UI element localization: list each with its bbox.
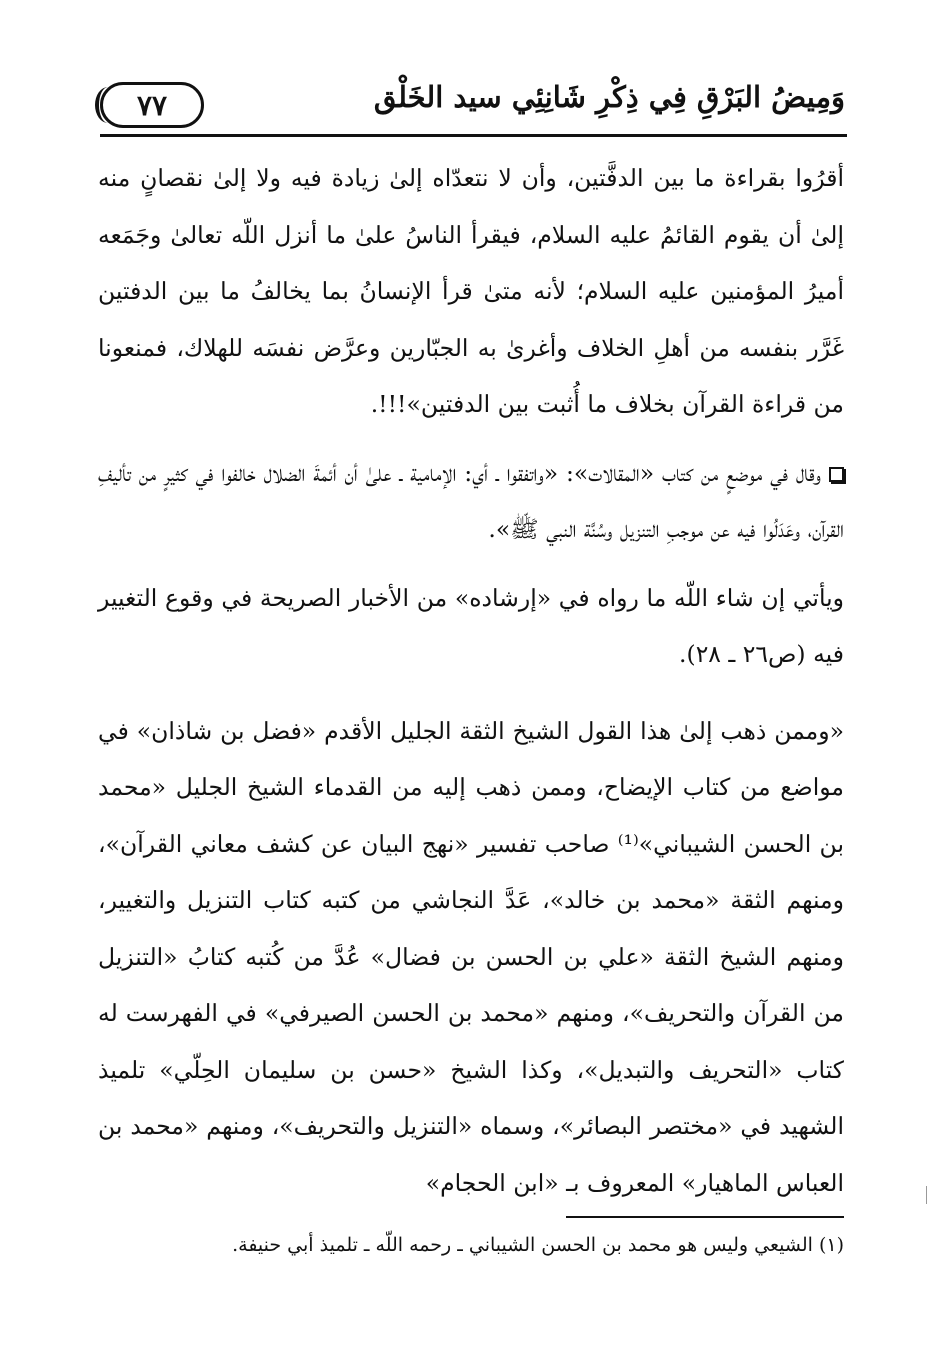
paragraph-4: «وممن ذهب إلىٰ هذا القول الشيخ الثقة الجليل الأقدم «فضل بن شاذان» في مواضع من كتاب الإيضاح، وممن ذهب إليه من القدماء الشيخ الجليل «محمد بن الحسن الشيباني»⁽¹⁾ صاحب تفسير «نهج البيان عن كشف معاني القرآن»، ومنهم الثقة «محمد بن خالد»، عَدَّ النجاشي من كتبه كتاب التنزيل والتغيير، ومنهم الشيخ الثقة «علي بن الحسن بن فضال» عُدَّ من كُتبه كتابُ «التنزيل من القرآن والتحريف»، ومنهم «محمد بن الحسن الصيرفي» في الفهرست له كتاب «التحريف والتبديل»، وكذا الشيخ «حسن بن سليمان الحِلّي» تلميذ الشهيد في «مختصر البصائر»، وسماه «التنزيل والتحريف»، ومنهم «محمد بن العباس الماهيار» المعروف بـ «ابن الحجام» (98, 716, 844, 1197)
page-header (100, 76, 845, 138)
page-number: ٧٧ (136, 88, 168, 122)
footnote: (١) الشيعي وليس هو محمد بن الحسن الشيباني ـ رحمه اللّه ـ تلميذ أبي حنيفة. (232, 1234, 844, 1256)
paragraph-3: ويأتي إن شاء اللّه ما رواه في «إرشاده» من الأخبار الصريحة في وقوع التغيير فيه (ص٢٦ ـ ٢٨). (98, 583, 844, 668)
square-bullet-icon (829, 467, 844, 482)
footnote-rule (566, 1216, 844, 1218)
body-text (98, 150, 844, 1211)
paragraph-2-text: وقال في موضعٍ من كتاب «المقالات»: «واتفقوا ـ أي: الإمامية ـ علىٰ أن أئمةَ الضلال خالفوا في كثيرٍ من تأليفِ القرآن، وعَدَلُوا فيه عن موجبِ التنزيل وسُنَّة النبي ﷺ». (98, 458, 844, 543)
page-number-badge (100, 82, 204, 128)
scan-edge-mark (926, 1186, 927, 1204)
paragraph-2 (98, 445, 844, 558)
paragraph-1: أقرُوا بقراءة ما بين الدفَّتين، وأن لا نتعدّاه إلىٰ زيادة فيه ولا إلىٰ نقصانٍ منه إلىٰ أن يقوم القائمُ عليه السلام، فيقرأ الناسُ علىٰ ما أنزل اللّه تعالىٰ وجَمَعه أميرُ المؤمنين عليه السلام؛ لأنه متىٰ قرأ الإنسانُ بما يخالفُ ما بين الدفتين غَرَّر بنفسه من أهلِ الخلاف وأغرىٰ به الجبّارين وعرَّض نفسَه للهلاك، فمنعونا من قراءة القرآن بخلاف ما أُثبت بين الدفتين»!!!. (98, 164, 844, 418)
header-rule (100, 134, 847, 137)
running-title: وَمِيضُ البَرْقِ فِي ذِكْرِ شَانِئِي سيد الخَلْق (373, 80, 845, 114)
